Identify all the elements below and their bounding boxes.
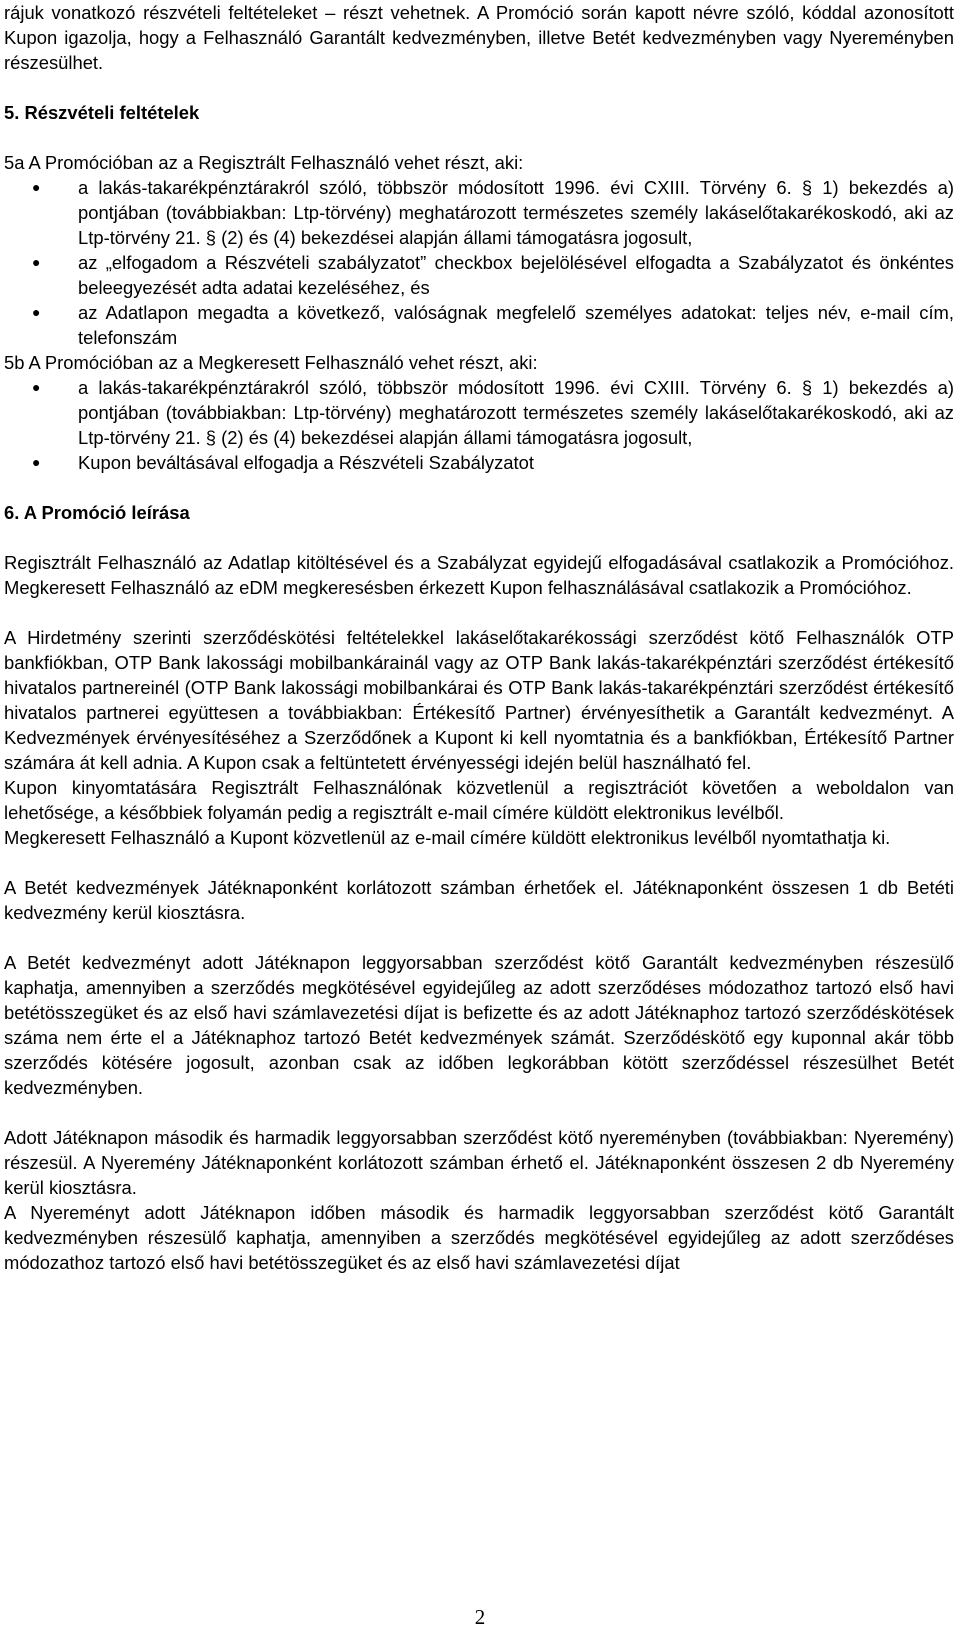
section-6-paragraph: A Betét kedvezmények Játéknaponként korlátozott számban érhetőek el. Játéknaponként összesen 1 db Betéti kedvezmény kerül kiosztásra. [4, 877, 954, 923]
section-6-paragraph: A Nyereményt adott Játéknapon időben második és harmadik leggyorsabban szerződést kötő Garantált kedvezményben részesülő kaphatja, amennyiben a szerződés megkötésével egyidejűleg az adott szerződéses módozathoz tartozó első havi betétösszegüket és az első havi számlavezetési díjat [4, 1202, 954, 1273]
list-item: ● a lakás-takarékpénztárakról szóló, többször módosított 1996. évi CXIII. Törvény 6. § 1) bekezdés a) pontjában (továbbiakban: Ltp-törvény) meghatározott természetes személy lakáselőtakarékoskodó, aki az Ltp-törvény 21. § (2) és (4) bekezdései alapján állami támogatásra jogosult, [32, 177, 954, 248]
section-6-paragraph: Megkeresett Felhasználó a Kupont közvetlenül az e-mail címére küldött elektronikus levélből nyomtathatja ki. [4, 827, 891, 848]
section-5b-list [4, 375, 954, 475]
bullet-icon: ● [32, 379, 41, 395]
section-5b-intro: 5b A Promócióban az a Megkeresett Felhasználó vehet részt, aki: [4, 352, 538, 373]
intro-paragraph: rájuk vonatkozó részvételi feltételeket – részt vehetnek. A Promóció során kapott névre szóló, kóddal azonosított Kupon igazolja, hogy a Felhasználó Garantált kedvezményben, illetve Betét kedvezményben vagy Nyereményben részesülhet. [4, 2, 954, 73]
section-5a-list [4, 175, 954, 350]
section-6-paragraph: Regisztrált Felhasználó az Adatlap kitöltésével és a Szabályzat egyidejű elfogadásával csatlakozik a Promócióhoz. Megkeresett Felhasználó az eDM megkeresésben érkezett Kupon felhasználásával csatlakozik a Promócióhoz. [4, 552, 954, 598]
document-page [4, 0, 954, 1275]
list-item: ● az Adatlapon megadta a következő, valóságnak megfelelő személyes adatokat: teljes név, e-mail cím, telefonszám [32, 302, 954, 348]
page-number: 2 [474, 1605, 486, 1629]
section-6-paragraph: Adott Játéknapon második és harmadik leggyorsabban szerződést kötő nyereményben (továbbiakban: Nyeremény) részesül. A Nyeremény Játéknaponként korlátozott számban érhető el. Játéknaponként összesen 2 db Nyeremény kerül kiosztásra. [4, 1127, 954, 1198]
bullet-icon: ● [32, 304, 41, 320]
list-item: ● az „elfogadom a Részvételi szabályzatot” checkbox bejelölésével elfogadta a Szabályzatot és önkéntes beleegyezését adta adatai kezeléséhez, és [32, 252, 954, 298]
bullet-icon: ● [32, 454, 41, 470]
section-5-heading: 5. Részvételi feltételek [4, 102, 200, 123]
section-6-paragraph: A Betét kedvezményt adott Játéknapon leggyorsabban szerződést kötő Garantált kedvezményben részesülő kaphatja, amennyiben a szerződés megkötésével egyidejűleg az adott szerződéses módozathoz tartozó első havi betétösszegüket és az első havi számlavezetési díjat is befizette és az adott Játéknaphoz tartozó szerződéskötések száma nem érte el a Játéknaphoz tartozó Betét kedvezmények számát. Szerződéskötő egy kuponnal akár több szerződés kötésére jogosult, azonban csak az időben legkorábban kötött szerződéssel részesülhet Betét kedvezményben. [4, 952, 954, 1098]
section-6-paragraph: Kupon kinyomtatására Regisztrált Felhasználónak közvetlenül a regisztrációt követően a weboldalon van lehetősége, a későbbiek folyamán pedig a regisztrált e-mail címére küldött elektronikus levélből. [4, 777, 954, 823]
section-5a-intro: 5a A Promócióban az a Regisztrált Felhasználó vehet részt, aki: [4, 152, 524, 173]
section-6-paragraph: A Hirdetmény szerinti szerződéskötési feltételekkel lakáselőtakarékossági szerződést kötő Felhasználók OTP bankfiókban, OTP Bank lakossági mobilbankárainál vagy az OTP Bank lakás-takarékpénztári szerződést értékesítő hivatalos partnereinél (OTP Bank lakossági mobilbankárai és OTP Bank lakás-takarékpénztári szerződést értékesítő hivatalos partnerei együttesen a továbbiakban: Értékesítő Partner) érvényesíthetik a Garantált kedvezményt. A Kedvezmények érvényesítéséhez a Szerződőnek a Kupont ki kell nyomtatnia és a bankfiókban, Értékesítő Partner számára át kell adnia. A Kupon csak a feltüntetett érvényességi idején belül használható fel. [4, 627, 954, 773]
bullet-icon: ● [32, 254, 41, 270]
list-item: ● Kupon beváltásával elfogadja a Részvételi Szabályzatot [32, 452, 534, 473]
list-item: ● a lakás-takarékpénztárakról szóló, többször módosított 1996. évi CXIII. Törvény 6. § 1) bekezdés a) pontjában (továbbiakban: Ltp-törvény) meghatározott természetes személy lakáselőtakarékoskodó, aki az Ltp-törvény 21. § (2) és (4) bekezdései alapján állami támogatásra jogosult, [32, 377, 954, 448]
section-6-heading: 6. A Promóció leírása [4, 502, 190, 523]
bullet-icon: ● [32, 179, 41, 195]
